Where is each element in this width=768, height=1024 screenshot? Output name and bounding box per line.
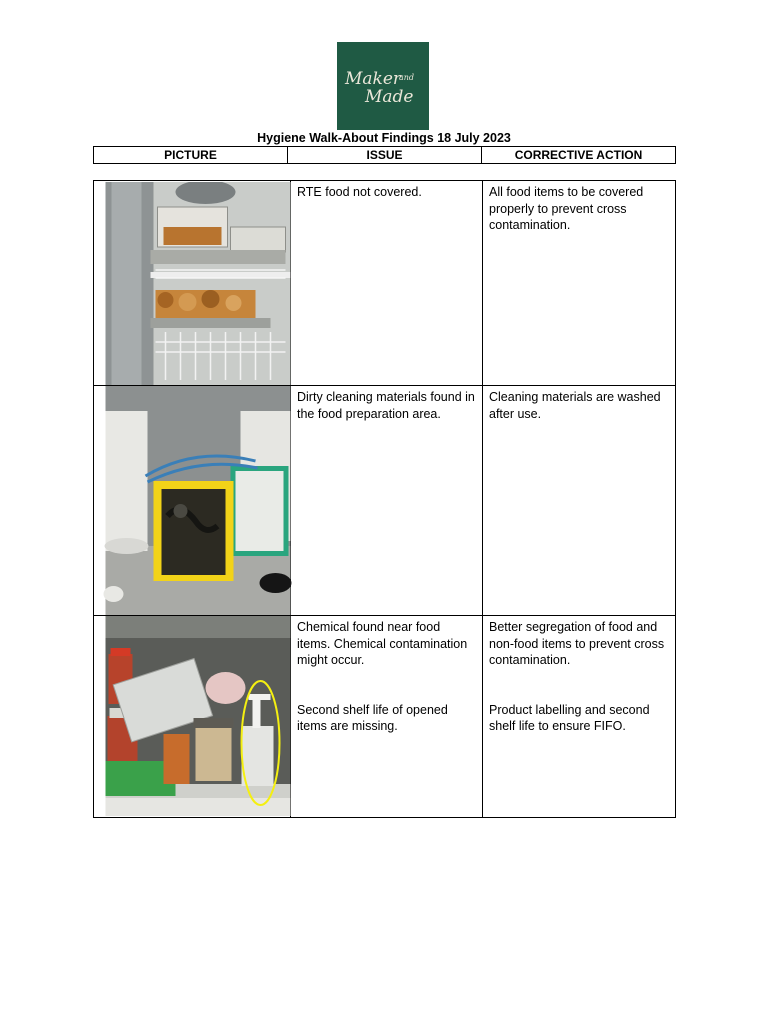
action-cell bbox=[483, 386, 676, 616]
logo bbox=[337, 42, 429, 130]
maker-and-made-logo bbox=[337, 42, 429, 130]
logo-word-and: and bbox=[399, 73, 415, 82]
finding-row-3 bbox=[94, 616, 676, 818]
header-corrective-action: CORRECTIVE ACTION bbox=[482, 147, 676, 164]
issue-text: Dirty cleaning materials found in the food preparation area. bbox=[297, 390, 475, 421]
picture-cell bbox=[94, 181, 291, 386]
action-text: Better segregation of food and non-food items to prevent cross contamination. bbox=[489, 620, 665, 667]
issue-cell bbox=[291, 386, 483, 616]
action-cell bbox=[483, 616, 676, 818]
storage-shelf-photo bbox=[100, 616, 296, 816]
document-title: Hygiene Walk-About Findings 18 July 2023 bbox=[257, 131, 511, 145]
action-text-secondary: Product labelling and second shelf life to ensure FIFO. bbox=[489, 702, 650, 733]
issue-text-secondary: Second shelf life of opened items are missing. bbox=[297, 702, 448, 733]
logo-word-made: Made bbox=[365, 87, 414, 107]
issue-cell bbox=[291, 616, 483, 818]
fridge-shelves-photo bbox=[100, 182, 296, 385]
action-cell bbox=[483, 181, 676, 386]
findings-header bbox=[93, 146, 676, 164]
action-text: All food items to be covered properly to prevent cross contamination. bbox=[489, 185, 644, 232]
issue-cell bbox=[291, 181, 483, 386]
picture-cell bbox=[94, 616, 291, 818]
action-text: Cleaning materials are washed after use. bbox=[489, 390, 661, 421]
picture-cell bbox=[94, 386, 291, 616]
header-issue: ISSUE bbox=[288, 147, 482, 164]
finding-row-1 bbox=[94, 181, 676, 386]
header-picture: PICTURE bbox=[94, 147, 288, 164]
findings-table bbox=[93, 180, 676, 818]
issue-text: Chemical found near food items. Chemical contamination might occur. bbox=[297, 620, 468, 667]
logo-word-maker: Maker bbox=[345, 69, 402, 89]
issue-text: RTE food not covered. bbox=[297, 185, 422, 199]
cleaning-bucket-photo bbox=[100, 386, 296, 615]
finding-row-2 bbox=[94, 386, 676, 616]
